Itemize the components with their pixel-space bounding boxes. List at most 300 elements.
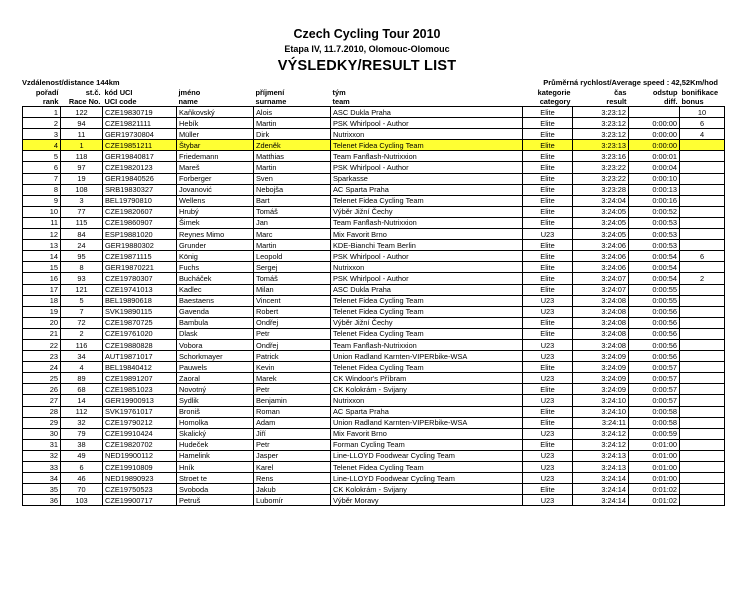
cell-surname: Ondřej bbox=[254, 317, 331, 328]
column-header-race-no: st.č. Race No. bbox=[61, 88, 103, 107]
cell-category: Elite bbox=[523, 262, 573, 273]
cell-race-no: 77 bbox=[61, 206, 103, 217]
cell-category: U23 bbox=[523, 295, 573, 306]
cell-name: Schorkmayer bbox=[177, 351, 254, 362]
cell-surname: Jasper bbox=[254, 450, 331, 461]
cell-category: U23 bbox=[523, 339, 573, 350]
cell-bonus bbox=[680, 450, 725, 461]
cell-name: Homolka bbox=[177, 417, 254, 428]
cell-bonus bbox=[680, 373, 725, 384]
cell-rank: 1 bbox=[23, 107, 61, 118]
cell-team: Výběr Jižní Čechy bbox=[331, 206, 523, 217]
cell-bonus bbox=[680, 339, 725, 350]
cell-rank: 26 bbox=[23, 384, 61, 395]
cell-bonus bbox=[680, 417, 725, 428]
table-row bbox=[23, 395, 725, 406]
distance-label: Vzdálenost/distance 144km bbox=[22, 78, 120, 87]
cell-surname: Martin bbox=[254, 240, 331, 251]
cell-rank: 30 bbox=[23, 428, 61, 439]
cell-team: Team Fanflash-Nutrixxion bbox=[331, 339, 523, 350]
cell-surname: Nebojša bbox=[254, 184, 331, 195]
cell-surname: Karel bbox=[254, 462, 331, 473]
cell-surname: Ondřej bbox=[254, 339, 331, 350]
cell-result: 3:24:14 bbox=[573, 495, 629, 506]
cell-surname: Martin bbox=[254, 118, 331, 129]
cell-result: 3:23:12 bbox=[573, 129, 629, 140]
cell-race-no: 103 bbox=[61, 495, 103, 506]
cell-diff bbox=[629, 107, 680, 118]
cell-category: Elite bbox=[523, 118, 573, 129]
cell-result: 3:24:05 bbox=[573, 206, 629, 217]
cell-name: Kadlec bbox=[177, 284, 254, 295]
cell-result: 3:24:08 bbox=[573, 339, 629, 350]
column-header-name: jméno name bbox=[177, 88, 254, 107]
cell-rank: 25 bbox=[23, 373, 61, 384]
cell-uci-code: CZE19891207 bbox=[103, 373, 177, 384]
cell-category: U23 bbox=[523, 351, 573, 362]
table-row bbox=[23, 273, 725, 284]
table-row bbox=[23, 384, 725, 395]
cell-uci-code: GER19730804 bbox=[103, 129, 177, 140]
cell-team: CK Windoor's Příbram bbox=[331, 373, 523, 384]
cell-result: 3:24:08 bbox=[573, 328, 629, 339]
cell-uci-code: BEL19890618 bbox=[103, 295, 177, 306]
cell-rank: 7 bbox=[23, 173, 61, 184]
cell-diff: 0:00:56 bbox=[629, 339, 680, 350]
cell-uci-code: NED19890923 bbox=[103, 473, 177, 484]
cell-team: Telenet Fidea Cycling Team bbox=[331, 362, 523, 373]
cell-surname: Alois bbox=[254, 107, 331, 118]
cell-diff: 0:00:52 bbox=[629, 206, 680, 217]
cell-team: Telenet Fidea Cycling Team bbox=[331, 140, 523, 151]
cell-name: König bbox=[177, 251, 254, 262]
cell-surname: Adam bbox=[254, 417, 331, 428]
cell-team: CK Kolokrám - Svijany bbox=[331, 484, 523, 495]
cell-category: Elite bbox=[523, 417, 573, 428]
cell-name: Hník bbox=[177, 462, 254, 473]
table-row bbox=[23, 351, 725, 362]
cell-team: PSK Whirlpool - Author bbox=[331, 251, 523, 262]
cell-team: Výběr Jižní Čechy bbox=[331, 317, 523, 328]
cell-surname: Sergej bbox=[254, 262, 331, 273]
cell-uci-code: CZE19830719 bbox=[103, 107, 177, 118]
cell-uci-code: SVK19890115 bbox=[103, 306, 177, 317]
cell-category: Elite bbox=[523, 384, 573, 395]
table-row bbox=[23, 406, 725, 417]
cell-name: Petruš bbox=[177, 495, 254, 506]
cell-team: Nutrixxon bbox=[331, 262, 523, 273]
cell-name: Skalický bbox=[177, 428, 254, 439]
cell-uci-code: GER19900913 bbox=[103, 395, 177, 406]
cell-race-no: 68 bbox=[61, 384, 103, 395]
cell-race-no: 70 bbox=[61, 484, 103, 495]
cell-category: U23 bbox=[523, 395, 573, 406]
cell-race-no: 5 bbox=[61, 295, 103, 306]
cell-rank: 29 bbox=[23, 417, 61, 428]
cell-uci-code: GER19880302 bbox=[103, 240, 177, 251]
cell-race-no: 11 bbox=[61, 129, 103, 140]
cell-category: U23 bbox=[523, 450, 573, 461]
cell-uci-code: GER19840526 bbox=[103, 173, 177, 184]
column-header-bonus: bonifikace bonus bbox=[680, 88, 725, 107]
cell-uci-code: CZE19860907 bbox=[103, 217, 177, 228]
cell-rank: 8 bbox=[23, 184, 61, 195]
cell-uci-code: CZE19761020 bbox=[103, 328, 177, 339]
cell-team: Union Radland Karnten-VIPERbike-WSA bbox=[331, 417, 523, 428]
cell-race-no: 108 bbox=[61, 184, 103, 195]
cell-rank: 2 bbox=[23, 118, 61, 129]
column-header-uci-code: kód UCI UCI code bbox=[103, 88, 177, 107]
table-row bbox=[23, 484, 725, 495]
cell-diff: 0:00:55 bbox=[629, 284, 680, 295]
cell-rank: 17 bbox=[23, 284, 61, 295]
cell-surname: Benjamin bbox=[254, 395, 331, 406]
cell-surname: Jakub bbox=[254, 484, 331, 495]
cell-uci-code: CZE19871115 bbox=[103, 251, 177, 262]
cell-team: Telenet Fidea Cycling Team bbox=[331, 462, 523, 473]
cell-result: 3:24:07 bbox=[573, 284, 629, 295]
cell-team: PSK Whirlpool - Author bbox=[331, 118, 523, 129]
cell-race-no: 112 bbox=[61, 406, 103, 417]
cell-result: 3:23:13 bbox=[573, 140, 629, 151]
cell-uci-code: GER19840817 bbox=[103, 151, 177, 162]
cell-race-no: 46 bbox=[61, 473, 103, 484]
cell-category: Elite bbox=[523, 162, 573, 173]
cell-diff: 0:00:56 bbox=[629, 351, 680, 362]
table-row bbox=[23, 295, 725, 306]
cell-surname: Lubomír bbox=[254, 495, 331, 506]
cell-race-no: 116 bbox=[61, 339, 103, 350]
cell-result: 3:24:11 bbox=[573, 417, 629, 428]
table-header-row bbox=[23, 88, 725, 107]
cell-category: U23 bbox=[523, 306, 573, 317]
cell-diff: 0:00:56 bbox=[629, 328, 680, 339]
column-header-category: kategorie category bbox=[523, 88, 573, 107]
table-row bbox=[23, 473, 725, 484]
cell-result: 3:24:14 bbox=[573, 473, 629, 484]
cell-team: Line-LLOYD Foodwear Cycling Team bbox=[331, 473, 523, 484]
cell-bonus bbox=[680, 162, 725, 173]
cell-rank: 21 bbox=[23, 328, 61, 339]
table-row bbox=[23, 206, 725, 217]
cell-race-no: 7 bbox=[61, 306, 103, 317]
cell-category: U23 bbox=[523, 373, 573, 384]
cell-rank: 11 bbox=[23, 217, 61, 228]
cell-result: 3:24:04 bbox=[573, 195, 629, 206]
cell-result: 3:24:05 bbox=[573, 229, 629, 240]
cell-bonus bbox=[680, 306, 725, 317]
cell-diff: 0:00:54 bbox=[629, 251, 680, 262]
table-row bbox=[23, 317, 725, 328]
cell-surname: Milan bbox=[254, 284, 331, 295]
cell-uci-code: CZE19851211 bbox=[103, 140, 177, 151]
cell-race-no: 72 bbox=[61, 317, 103, 328]
cell-category: Elite bbox=[523, 317, 573, 328]
cell-rank: 4 bbox=[23, 140, 61, 151]
cell-uci-code: CZE19820607 bbox=[103, 206, 177, 217]
table-row bbox=[23, 195, 725, 206]
cell-team: AC Sparta Praha bbox=[331, 184, 523, 195]
cell-diff: 0:01:00 bbox=[629, 462, 680, 473]
cell-rank: 33 bbox=[23, 462, 61, 473]
cell-name: Kaňkovský bbox=[177, 107, 254, 118]
cell-race-no: 14 bbox=[61, 395, 103, 406]
cell-race-no: 79 bbox=[61, 428, 103, 439]
cell-team: Forman Cycling Team bbox=[331, 439, 523, 450]
cell-rank: 27 bbox=[23, 395, 61, 406]
cell-bonus: 10 bbox=[680, 107, 725, 118]
cell-race-no: 3 bbox=[61, 195, 103, 206]
cell-category: Elite bbox=[523, 129, 573, 140]
cell-diff: 0:00:00 bbox=[629, 118, 680, 129]
cell-race-no: 97 bbox=[61, 162, 103, 173]
cell-result: 3:24:12 bbox=[573, 428, 629, 439]
cell-rank: 5 bbox=[23, 151, 61, 162]
cell-uci-code: BEL19840412 bbox=[103, 362, 177, 373]
cell-race-no: 122 bbox=[61, 107, 103, 118]
cell-surname: Tomáš bbox=[254, 273, 331, 284]
cell-category: Elite bbox=[523, 251, 573, 262]
cell-category: Elite bbox=[523, 284, 573, 295]
cell-bonus bbox=[680, 229, 725, 240]
column-header-team: tým team bbox=[331, 88, 523, 107]
cell-rank: 31 bbox=[23, 439, 61, 450]
cell-rank: 36 bbox=[23, 495, 61, 506]
cell-category: Elite bbox=[523, 439, 573, 450]
cell-surname: Leopold bbox=[254, 251, 331, 262]
cell-bonus bbox=[680, 140, 725, 151]
cell-name: Šimek bbox=[177, 217, 254, 228]
cell-result: 3:24:07 bbox=[573, 273, 629, 284]
cell-race-no: 95 bbox=[61, 251, 103, 262]
cell-result: 3:24:06 bbox=[573, 251, 629, 262]
table-row bbox=[23, 217, 725, 228]
cell-result: 3:24:09 bbox=[573, 362, 629, 373]
cell-rank: 19 bbox=[23, 306, 61, 317]
cell-result: 3:23:16 bbox=[573, 151, 629, 162]
cell-race-no: 115 bbox=[61, 217, 103, 228]
table-row bbox=[23, 129, 725, 140]
cell-surname: Jiří bbox=[254, 428, 331, 439]
cell-result: 3:24:09 bbox=[573, 373, 629, 384]
cell-name: Hebík bbox=[177, 118, 254, 129]
cell-surname: Zdeněk bbox=[254, 140, 331, 151]
cell-name: Sydlik bbox=[177, 395, 254, 406]
cell-rank: 22 bbox=[23, 339, 61, 350]
cell-team: Mix Favorit Brno bbox=[331, 229, 523, 240]
cell-result: 3:24:08 bbox=[573, 295, 629, 306]
cell-category: Elite bbox=[523, 273, 573, 284]
cell-diff: 0:00:59 bbox=[629, 428, 680, 439]
cell-surname: Sven bbox=[254, 173, 331, 184]
result-list-heading: VÝSLEDKY/RESULT LIST bbox=[277, 58, 457, 74]
cell-rank: 13 bbox=[23, 240, 61, 251]
cell-rank: 23 bbox=[23, 351, 61, 362]
cell-uci-code: CZE19910424 bbox=[103, 428, 177, 439]
cell-team: Sparkasse bbox=[331, 173, 523, 184]
cell-diff: 0:00:57 bbox=[629, 384, 680, 395]
table-row bbox=[23, 229, 725, 240]
cell-name: Fuchs bbox=[177, 262, 254, 273]
cell-uci-code: CZE19820123 bbox=[103, 162, 177, 173]
cell-race-no: 38 bbox=[61, 439, 103, 450]
cell-rank: 14 bbox=[23, 251, 61, 262]
average-speed-label: Průměrná rychlost/Average speed : 42,52Km/hod bbox=[543, 78, 718, 87]
cell-name: Mareš bbox=[177, 162, 254, 173]
cell-result: 3:24:10 bbox=[573, 406, 629, 417]
page-title: Czech Cycling Tour 2010 bbox=[293, 27, 441, 41]
cell-category: Elite bbox=[523, 217, 573, 228]
cell-rank: 28 bbox=[23, 406, 61, 417]
cell-rank: 15 bbox=[23, 262, 61, 273]
cell-surname: Patrick bbox=[254, 351, 331, 362]
cell-race-no: 24 bbox=[61, 240, 103, 251]
table-row bbox=[23, 240, 725, 251]
cell-surname: Petr bbox=[254, 384, 331, 395]
table-row bbox=[23, 462, 725, 473]
cell-name: Dlask bbox=[177, 328, 254, 339]
cell-team: Union Radland Karnten-VIPERbike-WSA bbox=[331, 351, 523, 362]
cell-team: Line-LLOYD Foodwear Cycling Team bbox=[331, 450, 523, 461]
cell-uci-code: CZE19780307 bbox=[103, 273, 177, 284]
cell-name: Forberger bbox=[177, 173, 254, 184]
cell-surname: Dirk bbox=[254, 129, 331, 140]
cell-bonus bbox=[680, 384, 725, 395]
cell-diff: 0:00:01 bbox=[629, 151, 680, 162]
cell-team: Mix Favorit Brno bbox=[331, 428, 523, 439]
cell-name: Stroet te bbox=[177, 473, 254, 484]
cell-rank: 35 bbox=[23, 484, 61, 495]
cell-rank: 3 bbox=[23, 129, 61, 140]
cell-diff: 0:00:58 bbox=[629, 406, 680, 417]
cell-surname: Tomáš bbox=[254, 206, 331, 217]
cell-diff: 0:00:57 bbox=[629, 373, 680, 384]
cell-category: U23 bbox=[523, 495, 573, 506]
cell-diff: 0:00:04 bbox=[629, 162, 680, 173]
column-header-diff: odstup diff. bbox=[629, 88, 680, 107]
cell-diff: 0:01:02 bbox=[629, 495, 680, 506]
results-table bbox=[22, 88, 725, 506]
cell-category: U23 bbox=[523, 473, 573, 484]
cell-race-no: 2 bbox=[61, 328, 103, 339]
cell-bonus bbox=[680, 428, 725, 439]
table-row bbox=[23, 495, 725, 506]
cell-rank: 6 bbox=[23, 162, 61, 173]
cell-result: 3:24:12 bbox=[573, 439, 629, 450]
cell-diff: 0:01:00 bbox=[629, 439, 680, 450]
cell-name: Zaoral bbox=[177, 373, 254, 384]
cell-rank: 16 bbox=[23, 273, 61, 284]
cell-result: 3:23:12 bbox=[573, 118, 629, 129]
cell-category: Elite bbox=[523, 240, 573, 251]
cell-bonus bbox=[680, 151, 725, 162]
cell-uci-code: CZE19900717 bbox=[103, 495, 177, 506]
cell-name: Hudeček bbox=[177, 439, 254, 450]
cell-category: Elite bbox=[523, 107, 573, 118]
cell-name: Reynes Mimo bbox=[177, 229, 254, 240]
table-row bbox=[23, 428, 725, 439]
cell-bonus bbox=[680, 217, 725, 228]
cell-bonus bbox=[680, 284, 725, 295]
cell-category: Elite bbox=[523, 328, 573, 339]
cell-uci-code: CZE19851023 bbox=[103, 384, 177, 395]
cell-result: 3:24:06 bbox=[573, 240, 629, 251]
cell-category: Elite bbox=[523, 206, 573, 217]
cell-diff: 0:00:00 bbox=[629, 129, 680, 140]
cell-race-no: 34 bbox=[61, 351, 103, 362]
cell-surname: Robert bbox=[254, 306, 331, 317]
cell-diff: 0:01:00 bbox=[629, 450, 680, 461]
cell-surname: Jan bbox=[254, 217, 331, 228]
cell-diff: 0:00:57 bbox=[629, 362, 680, 373]
cell-team: PSK Whirlpool - Author bbox=[331, 162, 523, 173]
cell-surname: Petr bbox=[254, 439, 331, 450]
cell-team: ASC Dukla Praha bbox=[331, 107, 523, 118]
cell-name: Štybar bbox=[177, 140, 254, 151]
cell-diff: 0:00:16 bbox=[629, 195, 680, 206]
cell-name: Jovanović bbox=[177, 184, 254, 195]
cell-result: 3:24:08 bbox=[573, 317, 629, 328]
cell-diff: 0:00:53 bbox=[629, 217, 680, 228]
cell-uci-code: BEL19790810 bbox=[103, 195, 177, 206]
cell-uci-code: NED19900112 bbox=[103, 450, 177, 461]
cell-bonus bbox=[680, 406, 725, 417]
cell-team: Nutrixxon bbox=[331, 129, 523, 140]
cell-result: 3:24:05 bbox=[573, 217, 629, 228]
table-row bbox=[23, 450, 725, 461]
cell-name: Bucháček bbox=[177, 273, 254, 284]
cell-race-no: 32 bbox=[61, 417, 103, 428]
cell-name: Hrubý bbox=[177, 206, 254, 217]
cell-race-no: 1 bbox=[61, 140, 103, 151]
cell-race-no: 6 bbox=[61, 462, 103, 473]
table-row bbox=[23, 251, 725, 262]
cell-result: 3:24:09 bbox=[573, 351, 629, 362]
cell-uci-code: CZE19870725 bbox=[103, 317, 177, 328]
cell-uci-code: CZE19880828 bbox=[103, 339, 177, 350]
table-row bbox=[23, 339, 725, 350]
table-row bbox=[23, 362, 725, 373]
cell-name: Müller bbox=[177, 129, 254, 140]
cell-diff: 0:01:02 bbox=[629, 484, 680, 495]
table-row bbox=[23, 162, 725, 173]
cell-bonus bbox=[680, 395, 725, 406]
table-row bbox=[23, 306, 725, 317]
cell-result: 3:24:09 bbox=[573, 384, 629, 395]
table-row bbox=[23, 439, 725, 450]
cell-bonus bbox=[680, 484, 725, 495]
cell-bonus bbox=[680, 240, 725, 251]
cell-diff: 0:00:58 bbox=[629, 417, 680, 428]
cell-race-no: 84 bbox=[61, 229, 103, 240]
cell-bonus bbox=[680, 495, 725, 506]
cell-name: Grunder bbox=[177, 240, 254, 251]
cell-surname: Martin bbox=[254, 162, 331, 173]
cell-surname: Roman bbox=[254, 406, 331, 417]
cell-diff: 0:00:00 bbox=[629, 140, 680, 151]
cell-result: 3:24:13 bbox=[573, 450, 629, 461]
cell-race-no: 93 bbox=[61, 273, 103, 284]
cell-uci-code: GER19870221 bbox=[103, 262, 177, 273]
cell-race-no: 94 bbox=[61, 118, 103, 129]
table-row bbox=[23, 118, 725, 129]
cell-name: Broniš bbox=[177, 406, 254, 417]
cell-team: CK Kolokrám - Svijany bbox=[331, 384, 523, 395]
cell-race-no: 4 bbox=[61, 362, 103, 373]
cell-uci-code: CZE19820702 bbox=[103, 439, 177, 450]
cell-bonus bbox=[680, 195, 725, 206]
cell-result: 3:24:06 bbox=[573, 262, 629, 273]
